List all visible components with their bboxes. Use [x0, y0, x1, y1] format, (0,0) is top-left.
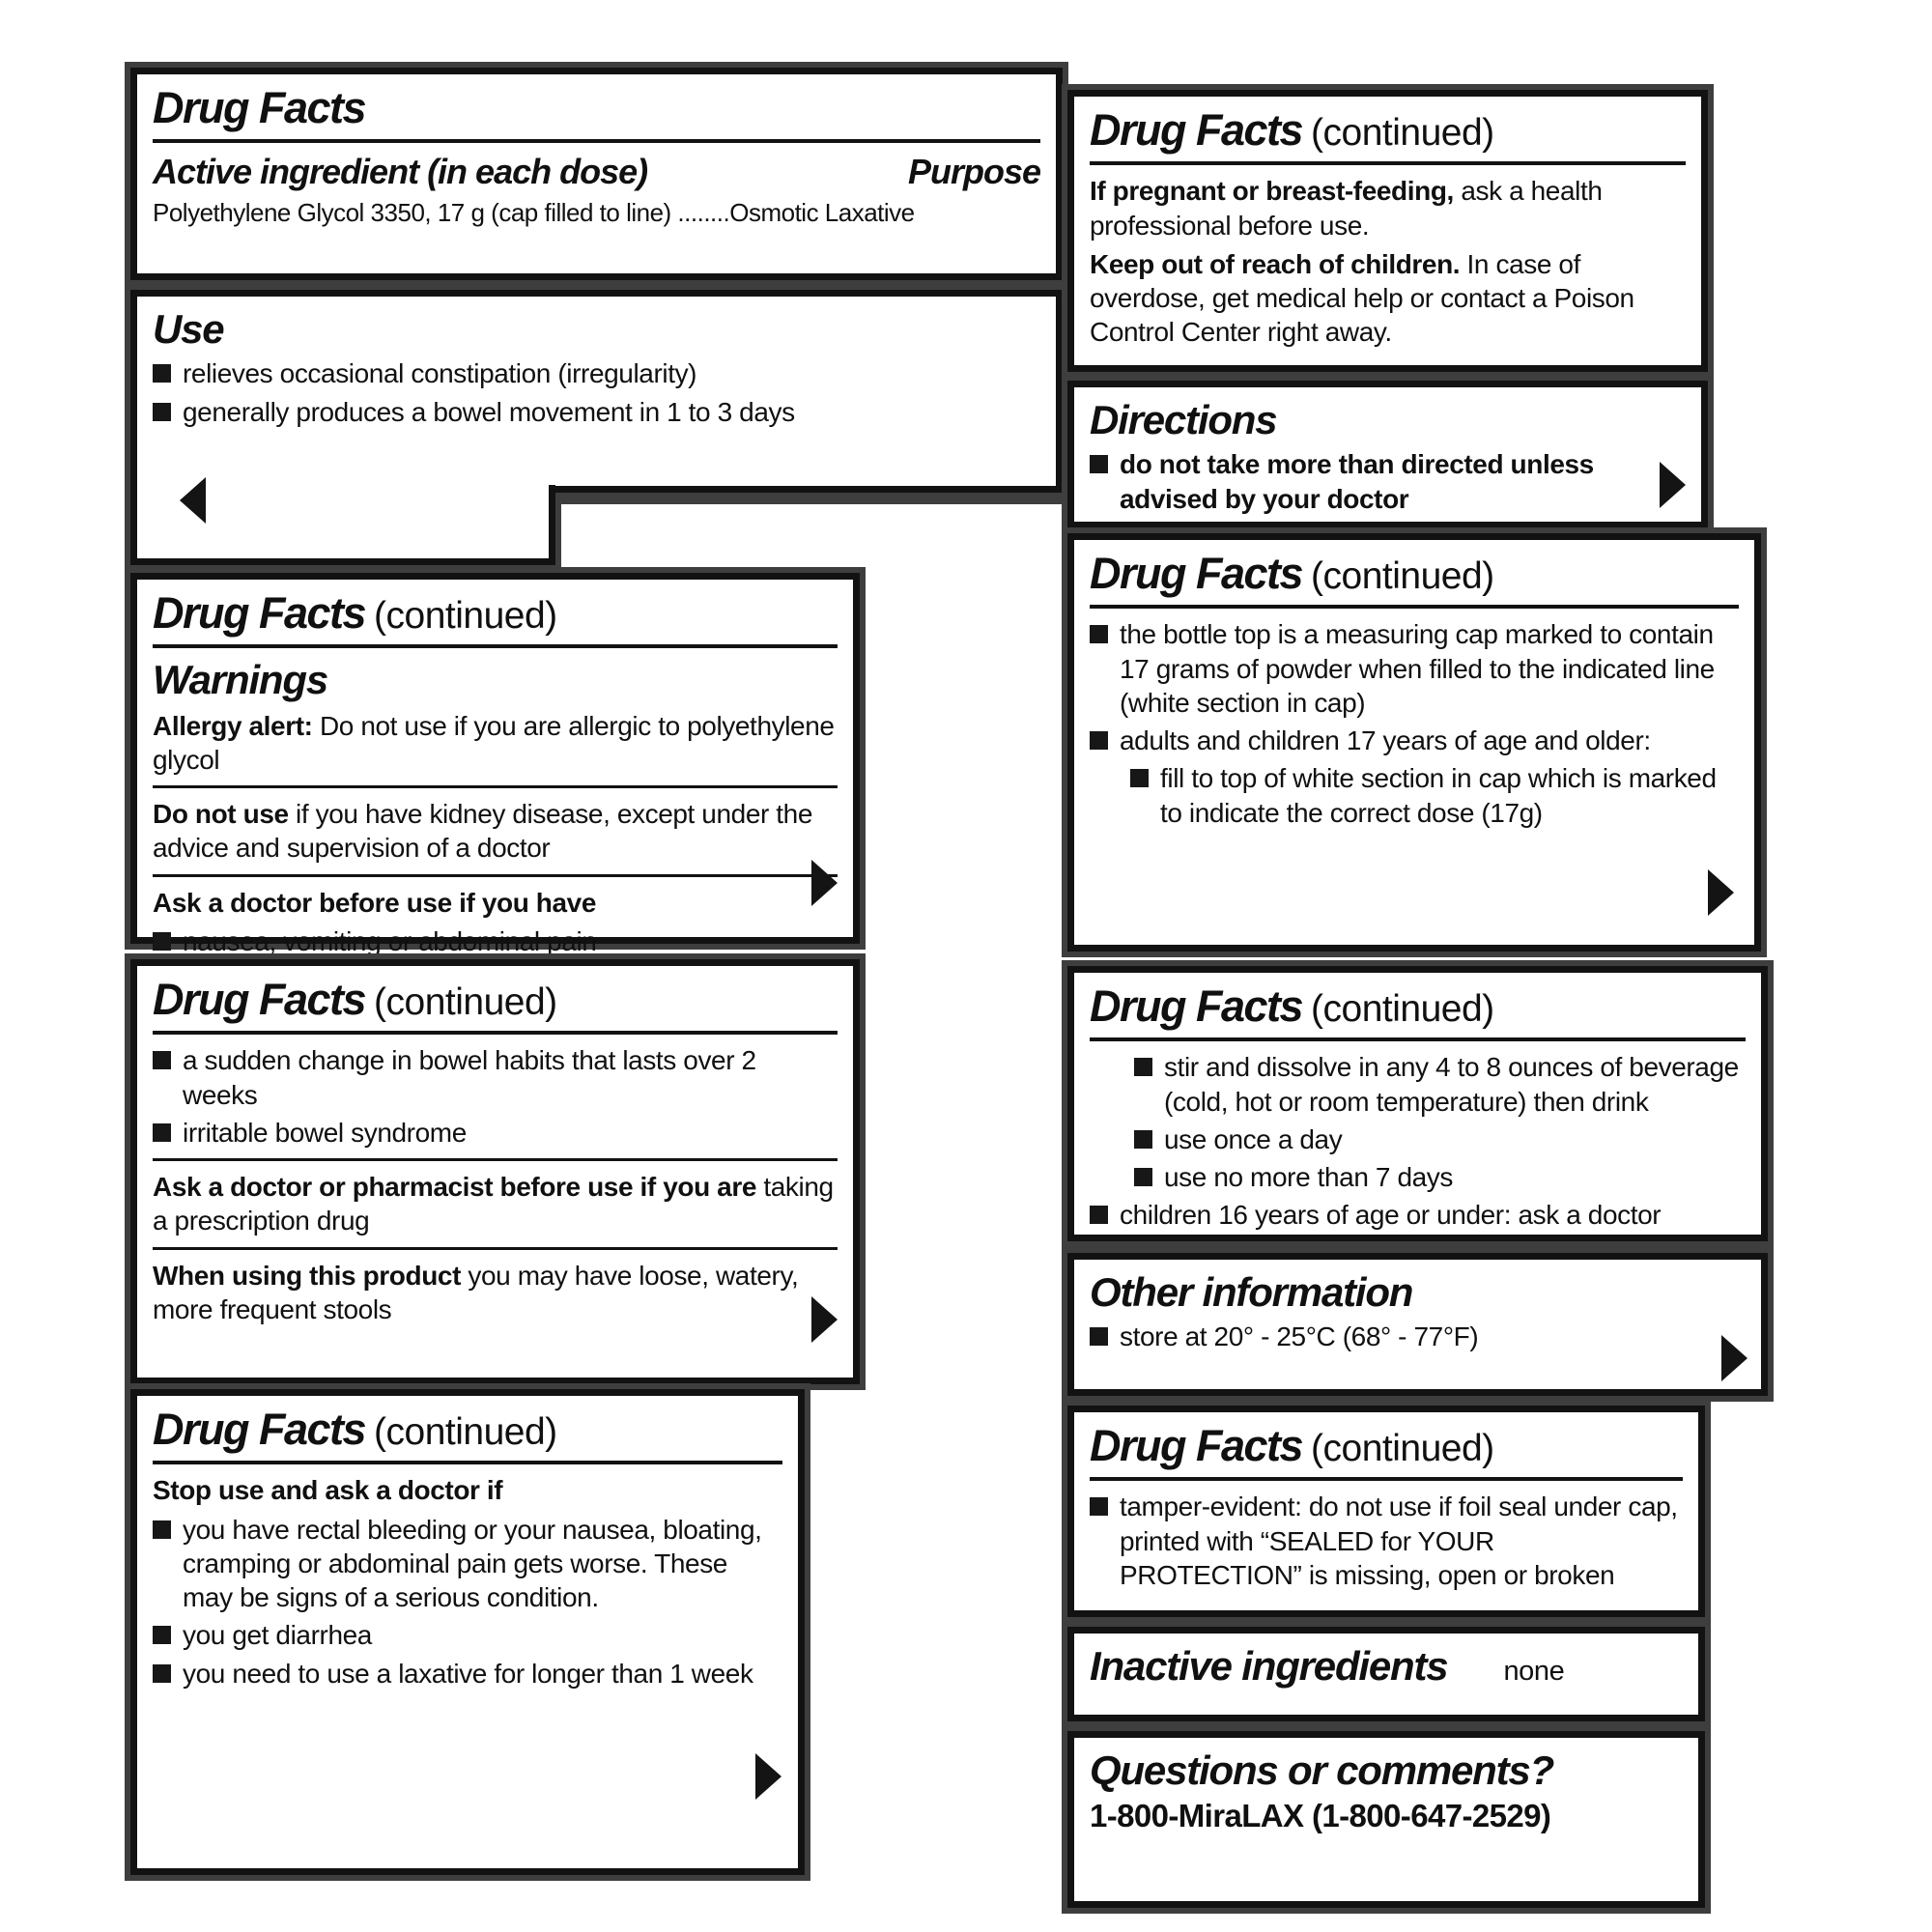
ingredient-line: Polyethylene Glycol 3350, 17 g (cap filled to line) ........Osmotic Laxative — [153, 198, 915, 228]
use-heading: Use — [153, 306, 224, 352]
list-item: fill to top of white section in cap which is marked to indicate the correct dose (17g) — [1130, 761, 1739, 830]
divider — [153, 1247, 838, 1250]
divider — [153, 1031, 838, 1035]
continue-arrow-right-icon — [1660, 462, 1686, 508]
list-item: use once a day — [1134, 1122, 1746, 1156]
panel-title: Drug Facts (continued) — [1090, 1421, 1494, 1470]
list-item: tamper-evident: do not use if foil seal under cap, printed with “SEALED for YOUR PROTECTION” is missing, open or broken — [1090, 1490, 1683, 1592]
panel-stop-use — [130, 1389, 805, 1875]
pregnant-text: If pregnant or breast-feeding, ask a health professional before use. — [1090, 176, 1603, 241]
panel-other-information — [1067, 1253, 1768, 1396]
bullet-square-icon — [153, 1520, 171, 1539]
questions-heading: Questions or comments? — [1090, 1747, 1554, 1793]
panel-warnings — [130, 573, 860, 957]
other-information-heading: Other information — [1090, 1269, 1413, 1315]
list-item: use no more than 7 days — [1134, 1160, 1746, 1194]
list-item: the bottle top is a measuring cap marked to contain 17 grams of powder when filled to the indicated line (white section in cap) — [1090, 617, 1739, 720]
inactive-ingredients-value: none — [1503, 1656, 1565, 1687]
panel-inactive-ingredients — [1067, 1627, 1705, 1721]
bullet-square-icon — [1134, 1058, 1152, 1076]
list-item: relieves occasional constipation (irregularity) — [153, 356, 1040, 390]
list-item: irritable bowel syndrome — [153, 1116, 838, 1150]
stop-use-heading: Stop use and ask a doctor if — [153, 1475, 503, 1506]
panel-title: Drug Facts (continued) — [153, 588, 557, 638]
divider — [153, 1461, 782, 1464]
list-item: generally produces a bowel movement in 1 to 3 days — [153, 395, 1040, 429]
divider — [1090, 161, 1686, 165]
phone-number: 1-800-MiraLAX (1-800-647-2529) — [1090, 1798, 1551, 1834]
continue-arrow-right-icon — [811, 1296, 838, 1343]
list-item: children 16 years of age or under: ask a doctor — [1090, 1198, 1746, 1232]
panel-title: Drug Facts (continued) — [1090, 105, 1494, 155]
panel-title: Drug Facts (continued) — [153, 1405, 557, 1454]
panel-title: Drug Facts (continued) — [1090, 981, 1494, 1031]
pharmacist-text: Ask a doctor or pharmacist before use if you are taking a prescription drug — [153, 1172, 834, 1236]
panel-warnings-continued — [130, 959, 860, 1384]
bullet-square-icon — [153, 1123, 171, 1142]
continue-arrow-left-icon — [180, 477, 206, 524]
purpose-heading: Purpose — [907, 152, 1040, 192]
list-item: adults and children 17 years of age and older: — [1090, 724, 1739, 757]
divider — [1090, 605, 1739, 609]
bullet-square-icon — [153, 932, 171, 951]
list-item: a sudden change in bowel habits that lasts over 2 weeks — [153, 1043, 838, 1112]
divider — [1090, 1037, 1746, 1041]
bullet-square-icon — [1090, 1206, 1108, 1224]
bullet-square-icon — [1090, 625, 1108, 643]
bullet-square-icon — [1134, 1168, 1152, 1186]
panel-title: Drug Facts (continued) — [153, 975, 557, 1024]
list-item: you have rectal bleeding or your nausea, bloating, cramping or abdominal pain gets worse. These may be signs of a serious condition. — [153, 1513, 782, 1615]
do-not-use-text: Do not use if you have kidney disease, except under the advice and supervision of a doctor — [153, 799, 813, 864]
list-item: you need to use a laxative for longer than 1 week — [153, 1657, 782, 1690]
panel-questions — [1067, 1731, 1705, 1908]
list-item: store at 20° - 25°C (68° - 77°F) — [1090, 1320, 1746, 1353]
bullet-square-icon — [153, 1626, 171, 1644]
bullet-square-icon — [1090, 1327, 1108, 1346]
divider — [153, 785, 838, 788]
bullet-square-icon — [1134, 1130, 1152, 1149]
list-item: you get diarrhea — [153, 1618, 782, 1652]
divider — [153, 139, 1040, 143]
panel-use — [130, 290, 1063, 493]
divider — [153, 644, 838, 648]
continue-arrow-right-icon — [1708, 869, 1734, 916]
bullet-square-icon — [1090, 455, 1108, 473]
continue-arrow-right-icon — [755, 1753, 781, 1800]
warnings-heading: Warnings — [153, 657, 327, 703]
divider — [153, 1158, 838, 1161]
bullet-square-icon — [1090, 1497, 1108, 1516]
panel-directions — [1067, 381, 1708, 528]
panel-mixing — [1067, 966, 1768, 1241]
bullet-square-icon — [1130, 769, 1149, 787]
ask-doctor-heading: Ask a doctor before use if you have — [153, 887, 597, 918]
directions-heading: Directions — [1090, 397, 1277, 442]
divider — [1090, 1477, 1683, 1481]
bullet-square-icon — [153, 1051, 171, 1069]
divider — [153, 874, 838, 877]
page-title: Drug Facts — [153, 83, 366, 132]
bullet-square-icon — [153, 403, 171, 421]
bullet-square-icon — [153, 1664, 171, 1683]
bullet-square-icon — [153, 364, 171, 383]
panel-active-ingredient — [130, 68, 1063, 280]
list-item: stir and dissolve in any 4 to 8 ounces of beverage (cold, hot or room temperature) then drink — [1134, 1050, 1746, 1119]
list-item: nausea, vomiting or abdominal pain — [153, 924, 838, 958]
when-using-text: When using this product you may have loose, watery, more frequent stools — [153, 1260, 799, 1324]
panel-tamper-evident — [1067, 1406, 1705, 1617]
allergy-alert-text: Allergy alert: Do not use if you are allergic to polyethylene glycol — [153, 710, 835, 775]
continue-arrow-right-icon — [811, 860, 838, 906]
keep-out-of-reach-text: Keep out of reach of children. In case of overdose, get medical help or contact a Poison Control Center right away. — [1090, 248, 1634, 348]
inactive-ingredients-heading: Inactive ingredients — [1090, 1643, 1448, 1689]
panel-title: Drug Facts (continued) — [1090, 549, 1494, 598]
active-ingredient-heading: Active ingredient (in each dose) — [153, 152, 648, 192]
list-item: do not take more than directed unless advised by your doctor — [1090, 447, 1686, 516]
panel-dosing — [1067, 533, 1761, 952]
panel-pregnancy-warning — [1067, 90, 1708, 372]
continue-arrow-right-icon — [1721, 1335, 1747, 1381]
bullet-square-icon — [1090, 731, 1108, 750]
